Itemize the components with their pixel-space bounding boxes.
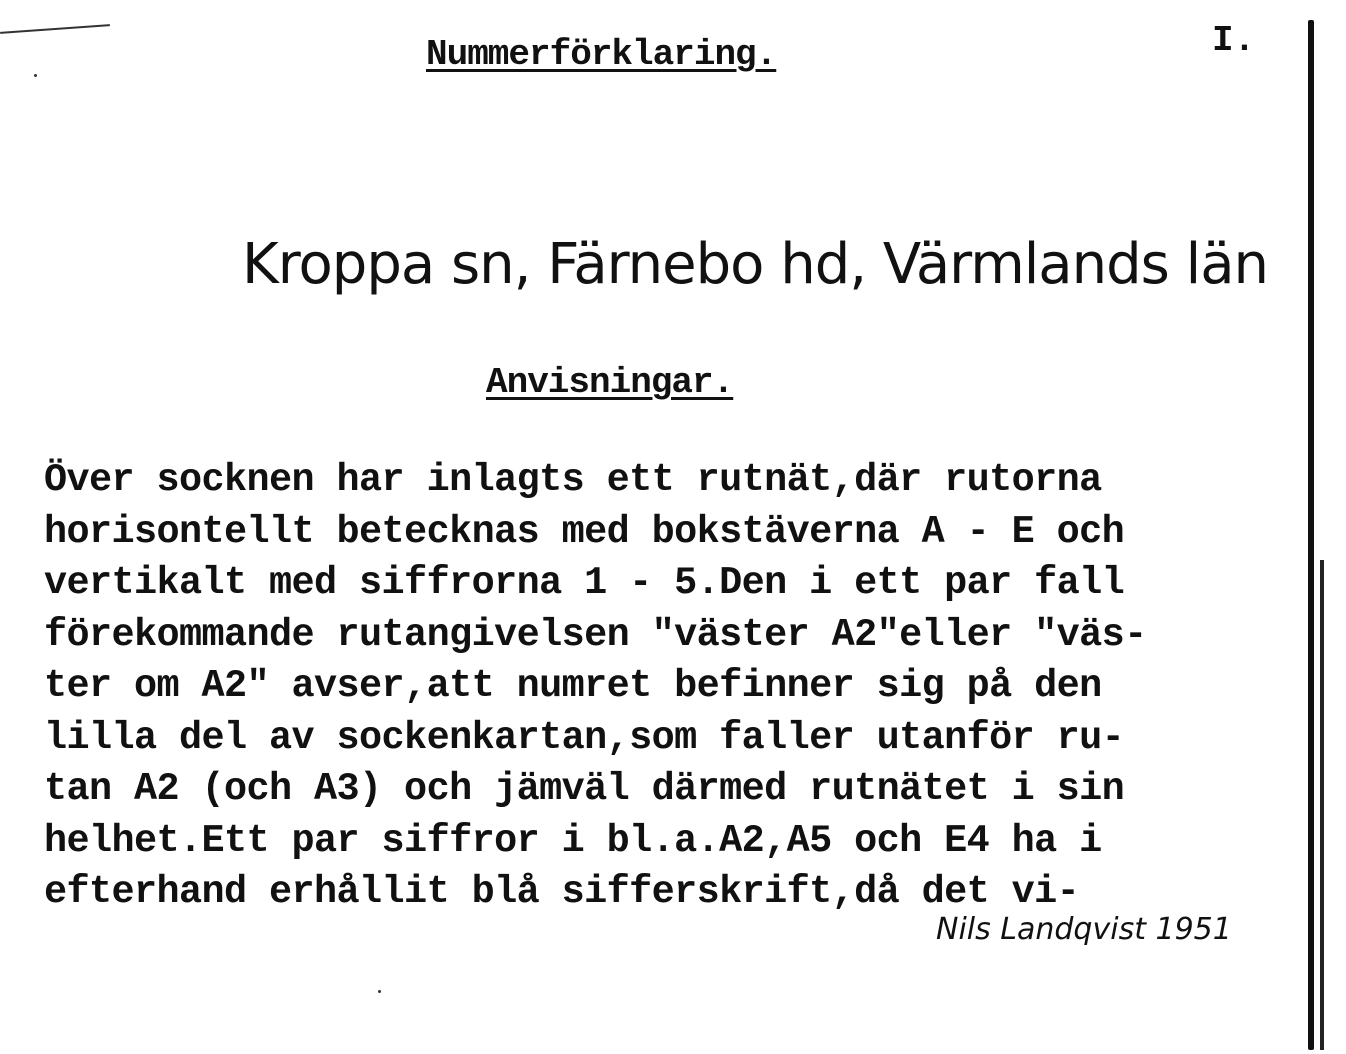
text-line: lilla del av sockenkartan,som faller utanför ru- <box>44 715 1125 760</box>
text-line: ter om A2" avser,att numret befinner sig på den <box>44 664 1102 708</box>
page-label: I. <box>1212 20 1256 61</box>
instructions-heading: Anvisningar. <box>486 362 734 403</box>
scan-artifact-dot <box>378 990 381 993</box>
text-line: tan A2 (och A3) och jämväl därmed rutnätet i sin <box>44 767 1125 811</box>
scan-artifact-mark <box>0 24 110 34</box>
author-signature: Nils Landqvist 1951 <box>936 912 1232 947</box>
parish-title-stamp: Kroppa sn, Färnebo hd, Värmlands län <box>242 232 1269 297</box>
text-line: horisontellt betecknas med bokstäverna A - E och <box>44 509 1125 554</box>
text-line: efterhand erhållit blå sifferskrift,då det vi- <box>44 870 1080 914</box>
card-heading: Nummerförklaring. <box>426 34 777 75</box>
text-line: förekommande rutangivelsen "väster A2"eller "väs- <box>44 612 1147 657</box>
scan-artifact-dot <box>34 74 37 77</box>
text-line: helhet.Ett par siffror i bl.a.A2,A5 och E4 ha i <box>44 818 1102 863</box>
instructions-text <box>44 455 1324 919</box>
text-line: Över socknen har inlagts ett rutnät,där rutorna <box>44 458 1102 502</box>
text-line: vertikalt med siffrorna 1 - 5.Den i ett par fall <box>44 561 1125 605</box>
